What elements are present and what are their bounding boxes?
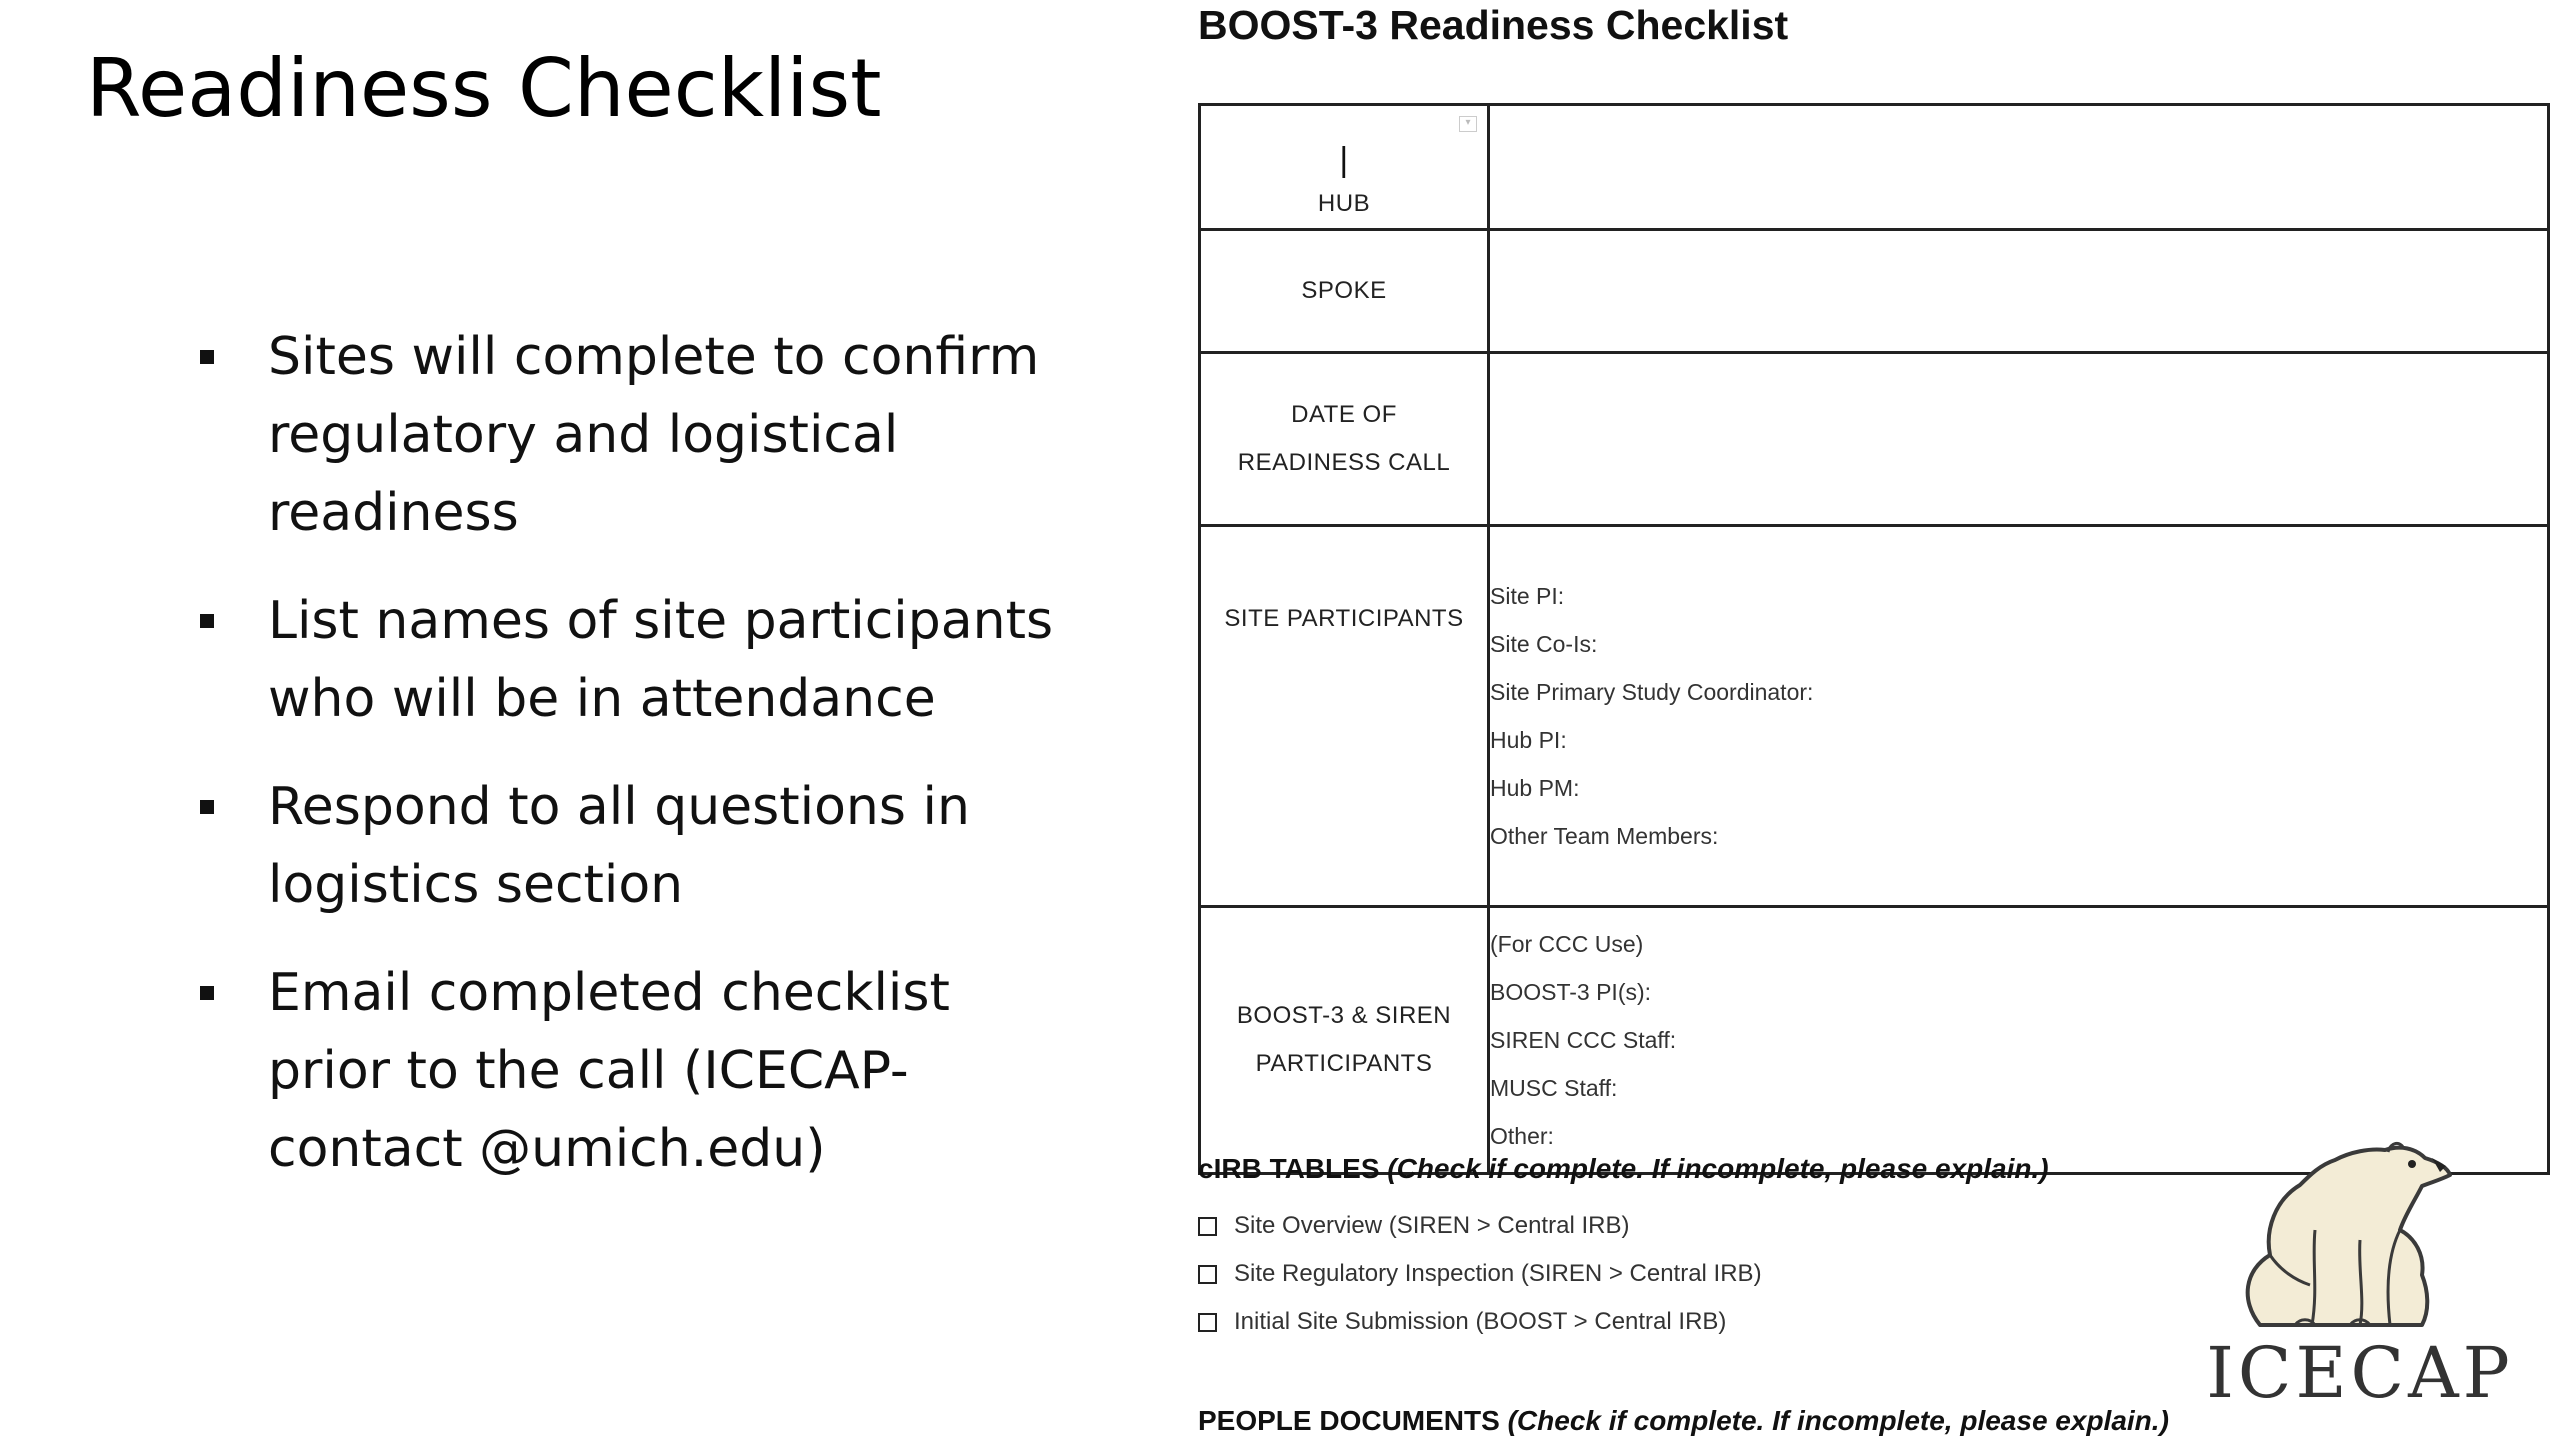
bullet-icon bbox=[200, 986, 214, 1000]
site-participants-field[interactable] bbox=[1489, 526, 2549, 907]
other-field[interactable]: Other: bbox=[1490, 1123, 1554, 1149]
cirb-checklist bbox=[1198, 1202, 1762, 1346]
bullet-text: Sites will complete to confirm regulatory and logistical readiness bbox=[268, 327, 1040, 543]
hub-value-field[interactable] bbox=[1489, 105, 2549, 230]
ccc-use-note: (For CCC Use) bbox=[1490, 931, 1644, 957]
boost-label-line2: PARTICIPANTS bbox=[1255, 1050, 1433, 1077]
logo-text: ICECAP bbox=[2206, 1332, 2514, 1414]
bullet-text: Email completed checklist prior to the call (ICECAP-contact @umich.edu) bbox=[268, 963, 950, 1179]
bullet-icon bbox=[200, 614, 214, 628]
siren-ccc-staff-field[interactable]: SIREN CCC Staff: bbox=[1490, 1027, 1677, 1053]
table-row-hub bbox=[1200, 105, 2549, 230]
site-coordinator-field[interactable]: Site Primary Study Coordinator: bbox=[1490, 679, 1814, 705]
boost-label-cell bbox=[1200, 907, 1489, 1174]
checkbox[interactable] bbox=[1198, 1313, 1217, 1332]
site-participants-label: SITE PARTICIPANTS bbox=[1200, 526, 1489, 907]
checklist-title: BOOST-3 Readiness Checklist bbox=[1198, 2, 1789, 48]
hub-pm-field[interactable]: Hub PM: bbox=[1490, 775, 1580, 801]
icecap-logo bbox=[2190, 1120, 2530, 1420]
bullet-icon bbox=[200, 350, 214, 364]
bullet-item bbox=[192, 318, 1082, 552]
cirb-heading-label: cIRB TABLES bbox=[1198, 1153, 1380, 1184]
spoke-label: SPOKE bbox=[1200, 230, 1489, 353]
bullet-icon bbox=[200, 800, 214, 814]
site-pi-field[interactable]: Site PI: bbox=[1490, 583, 1565, 609]
bullet-text: Respond to all questions in logistics section bbox=[268, 777, 970, 915]
table-row-site-participants bbox=[1200, 526, 2549, 907]
musc-staff-field[interactable]: MUSC Staff: bbox=[1490, 1075, 1618, 1101]
bullet-item bbox=[192, 582, 1082, 738]
spoke-value-field[interactable] bbox=[1489, 230, 2549, 353]
checkbox[interactable] bbox=[1198, 1217, 1217, 1236]
people-heading-label: PEOPLE DOCUMENTS bbox=[1198, 1405, 1500, 1436]
checklist-item-label: Site Overview (SIREN > Central IRB) bbox=[1234, 1212, 1630, 1239]
hub-label: HUB bbox=[1317, 190, 1371, 217]
text-cursor-icon: | bbox=[1339, 141, 1349, 179]
date-label-cell bbox=[1200, 353, 1489, 526]
cirb-heading-note: (Check if complete. If incomplete, please explain.) bbox=[1387, 1153, 2049, 1184]
checklist-item bbox=[1198, 1250, 1762, 1298]
other-team-members-field[interactable]: Other Team Members: bbox=[1490, 823, 1719, 849]
date-label-line2: READINESS CALL bbox=[1237, 449, 1451, 476]
bullet-item bbox=[192, 954, 1082, 1188]
date-label-line1: DATE OF bbox=[1291, 401, 1397, 428]
boost-label-line1: BOOST-3 & SIREN bbox=[1236, 1002, 1452, 1029]
checkbox[interactable] bbox=[1198, 1265, 1217, 1284]
bullet-list bbox=[192, 318, 1082, 1218]
cirb-heading bbox=[1198, 1153, 2049, 1185]
checklist-item-label: Initial Site Submission (BOOST > Central IRB) bbox=[1234, 1308, 1727, 1335]
checklist-table bbox=[1198, 103, 2550, 1175]
checklist-item-label: Site Regulatory Inspection (SIREN > Central IRB) bbox=[1234, 1260, 1762, 1287]
table-row-spoke bbox=[1200, 230, 2549, 353]
boost-pis-field[interactable]: BOOST-3 PI(s): bbox=[1490, 979, 1652, 1005]
polar-bear-icon bbox=[2200, 1120, 2460, 1340]
table-row-date bbox=[1200, 353, 2549, 526]
hub-pi-field[interactable]: Hub PI: bbox=[1490, 727, 1567, 753]
bullet-item bbox=[192, 768, 1082, 924]
checklist-item bbox=[1198, 1202, 1762, 1250]
checklist-item bbox=[1198, 1298, 1762, 1346]
cell-handle-icon[interactable]: ▾ bbox=[1459, 116, 1477, 132]
people-documents-heading bbox=[1198, 1405, 2169, 1437]
date-value-field[interactable] bbox=[1489, 353, 2549, 526]
people-heading-note: (Check if complete. If incomplete, please explain.) bbox=[1507, 1405, 2169, 1436]
hub-label-cell bbox=[1200, 105, 1489, 230]
site-co-is-field[interactable]: Site Co-Is: bbox=[1490, 631, 1598, 657]
slide-title: Readiness Checklist bbox=[86, 42, 882, 135]
bullet-text: List names of site participants who will be in attendance bbox=[268, 591, 1054, 729]
